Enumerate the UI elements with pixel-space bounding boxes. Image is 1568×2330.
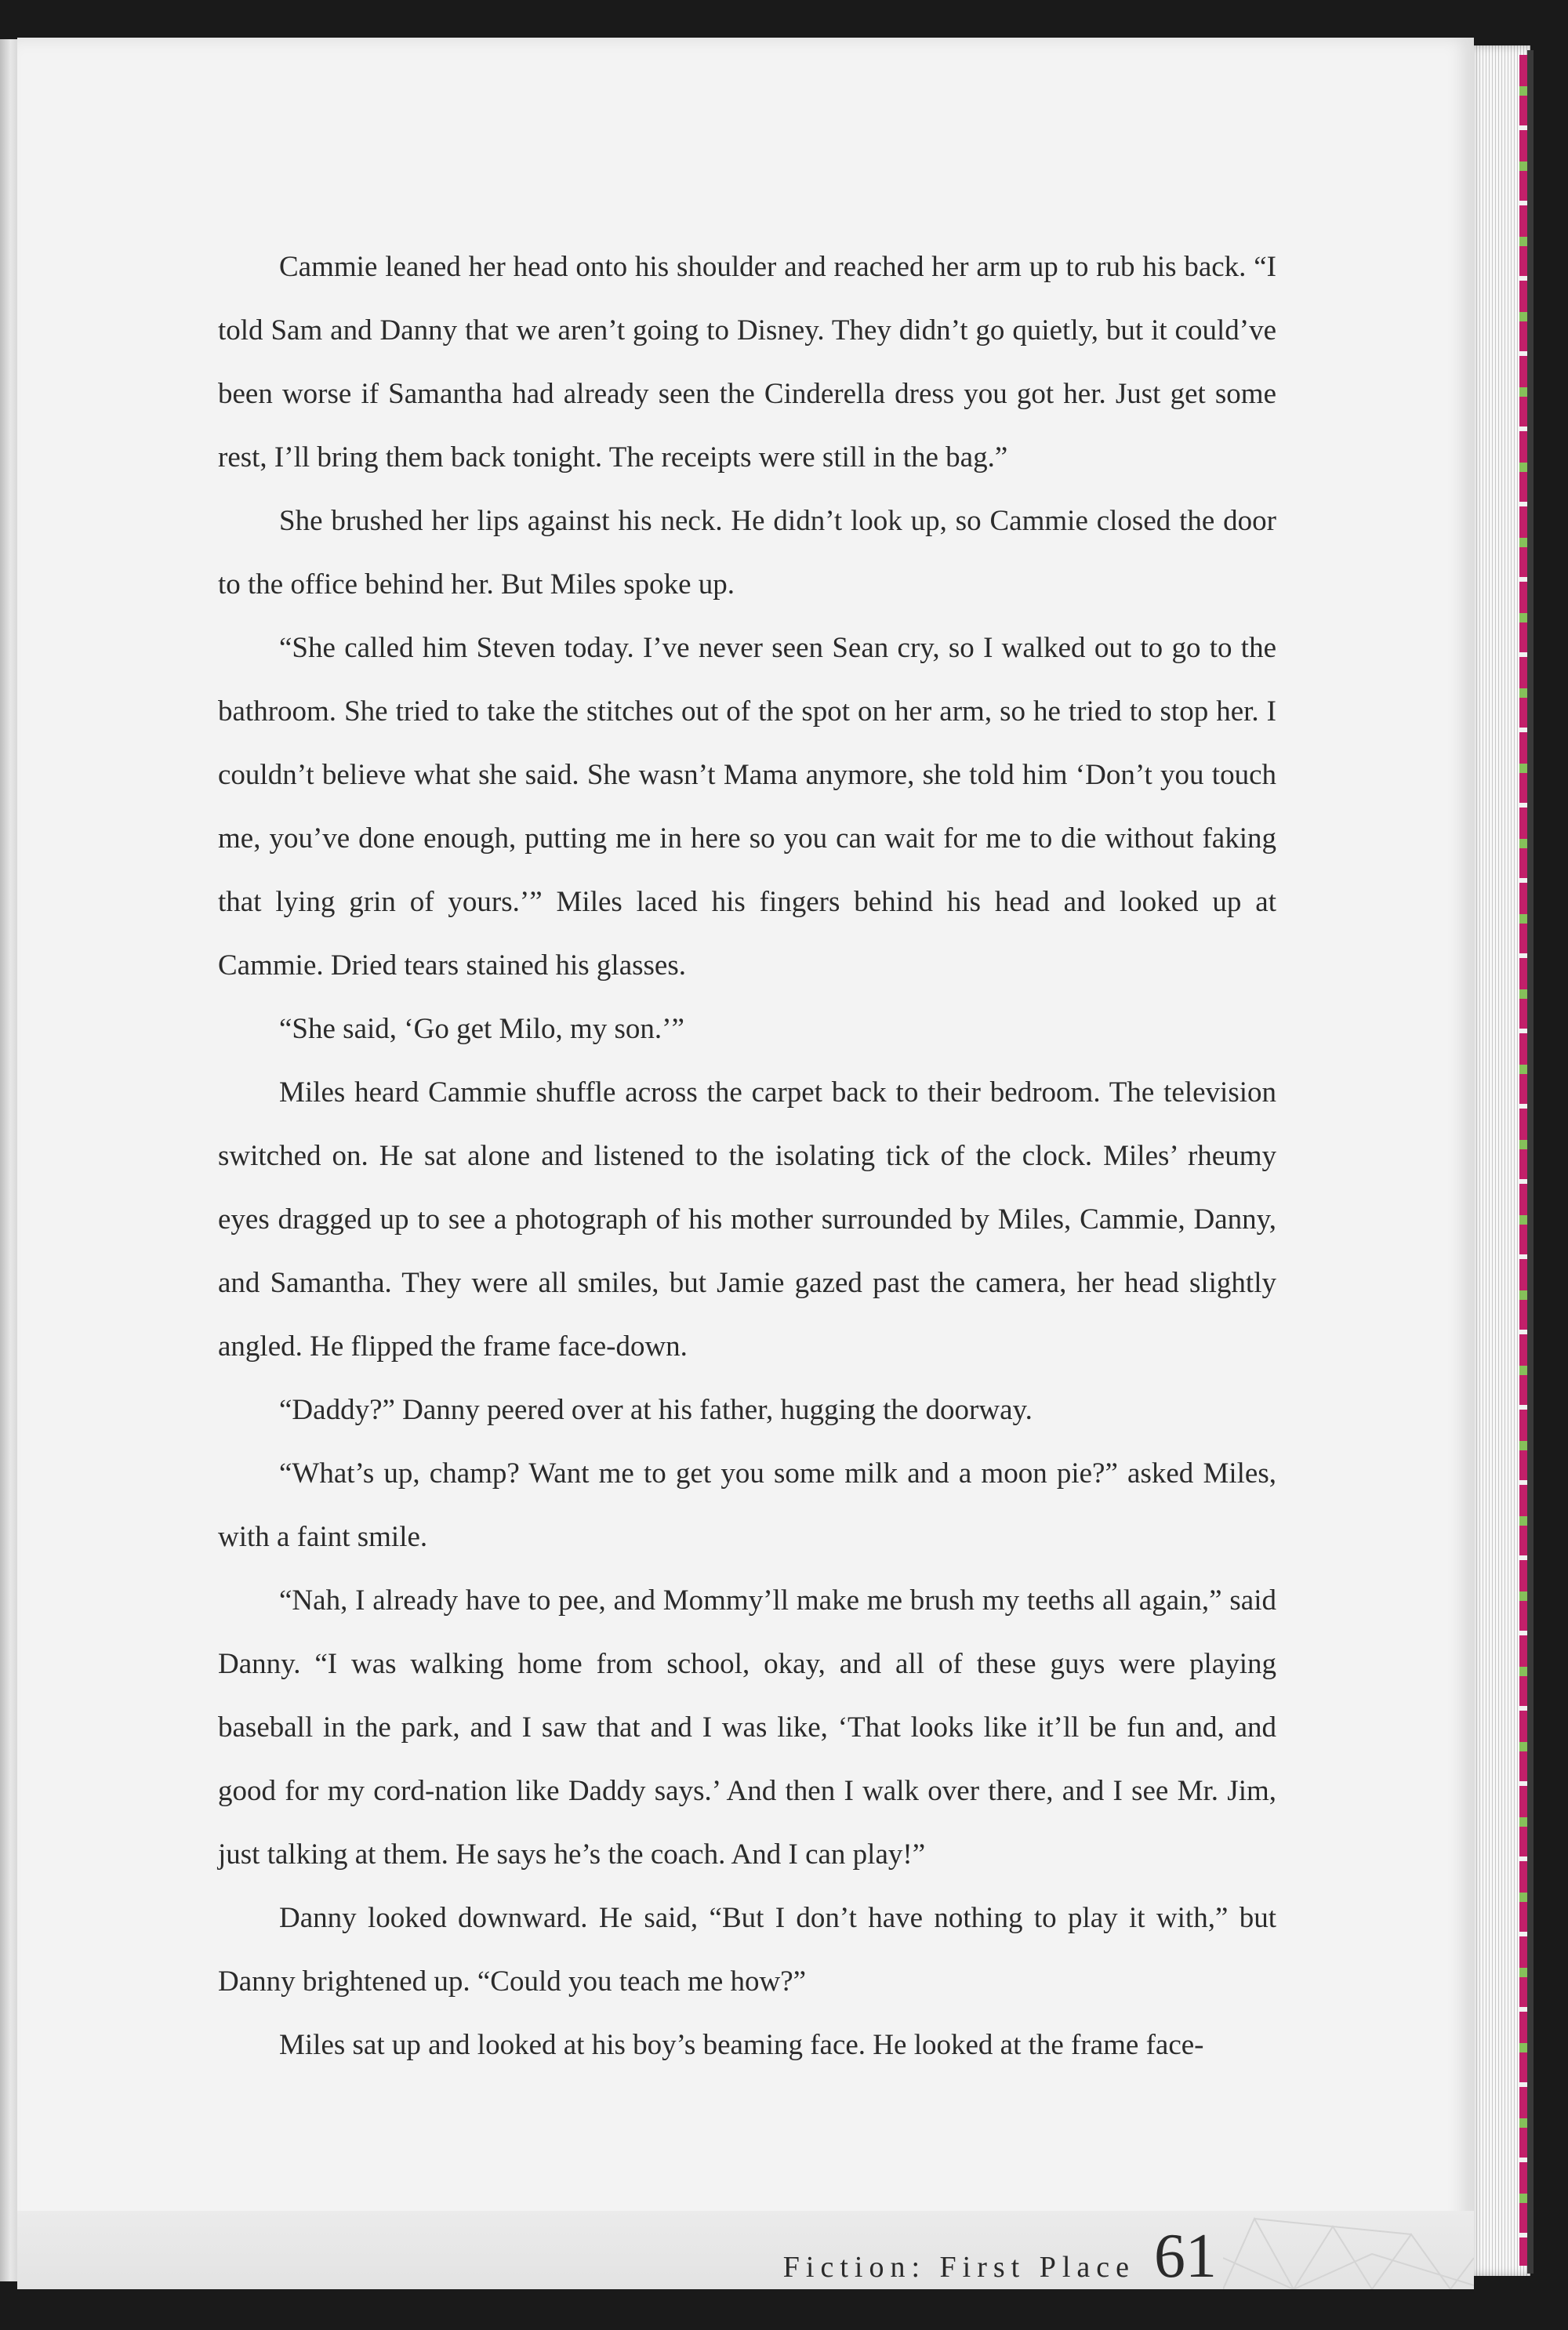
paragraph: Miles sat up and looked at his boy’s beaming face. He looked at the frame face- (279, 2029, 1204, 2061)
paragraph: Miles heard Cammie shuffle across the carpet back to their bedroom. The television switched on. He sat alone and listened to the isolating tick of the clock. Miles’ rheumy eyes dragged up to see a photograph of his mother surrounded by Miles, Cammie, Danny, and Samantha. They were all smiles, but Jamie gazed past the camera, her head slightly angled. He flipped the frame face-down. (218, 1076, 1276, 1363)
book-spine-left (0, 39, 17, 2281)
page-number: 61 (1154, 2222, 1217, 2291)
geometric-pattern-decoration (1223, 2211, 1474, 2289)
paragraph: “What’s up, champ? Want me to get you some milk and a moon pie?” asked Miles, with a faint smile. (218, 1457, 1276, 1553)
paragraph: “She said, ‘Go get Milo, my son.’” (279, 1013, 684, 1045)
paragraph: Cammie leaned her head onto his shoulder and reached her arm up to rub his back. “I told Sam and Danny that we aren’t going to Disney. They didn’t go quietly, but it could’ve been worse if Samantha had already seen the Cinderella dress you got her. Just get some rest, I’ll bring them back tonight. The receipts were still in the bag.” (218, 251, 1276, 474)
paragraph: Danny looked downward. He said, “But I don’t have nothing to play it with,” but Danny brightened up. “Could you teach me how?” (218, 1902, 1276, 1998)
section-label: Fiction: First Place (782, 2251, 1135, 2284)
paragraph: “Nah, I already have to pee, and Mommy’ll make me brush my teeths all again,” said Danny. “I was walking home from school, okay, and all of these guys were playing baseball in the park, and I saw that and I was like, ‘That looks like it’ll be fun and, and good for my cord-nation like Daddy says.’ And then I walk over there, and I see Mr. Jim, just talking at them. He says he’s the coach. And I can play!” (218, 1584, 1276, 1871)
paragraph: “She called him Steven today. I’ve never seen Sean cry, so I walked out to go to the bathroom. She tried to take the stitches out of the spot on her arm, so he tried to stop her. I couldn’t believe what she said. She wasn’t Mama anymore, she told him ‘Don’t you touch me, you’ve done enough, putting me in here so you can wait for me to die without faking that lying grin of yours.’” Miles laced his fingers behind his head and looked up at Cammie. Dried tears stained his glasses. (218, 632, 1276, 982)
book-cover-edge (1527, 50, 1534, 2274)
paragraph: She brushed her lips against his neck. He didn’t look up, so Cammie closed the door to the office behind her. But Miles spoke up. (218, 505, 1276, 601)
body-text (218, 235, 1276, 2077)
colored-page-edges (1519, 55, 1527, 2266)
page-footer (778, 2222, 1217, 2296)
paragraph: “Daddy?” Danny peered over at his father, hugging the doorway. (279, 1394, 1033, 1426)
